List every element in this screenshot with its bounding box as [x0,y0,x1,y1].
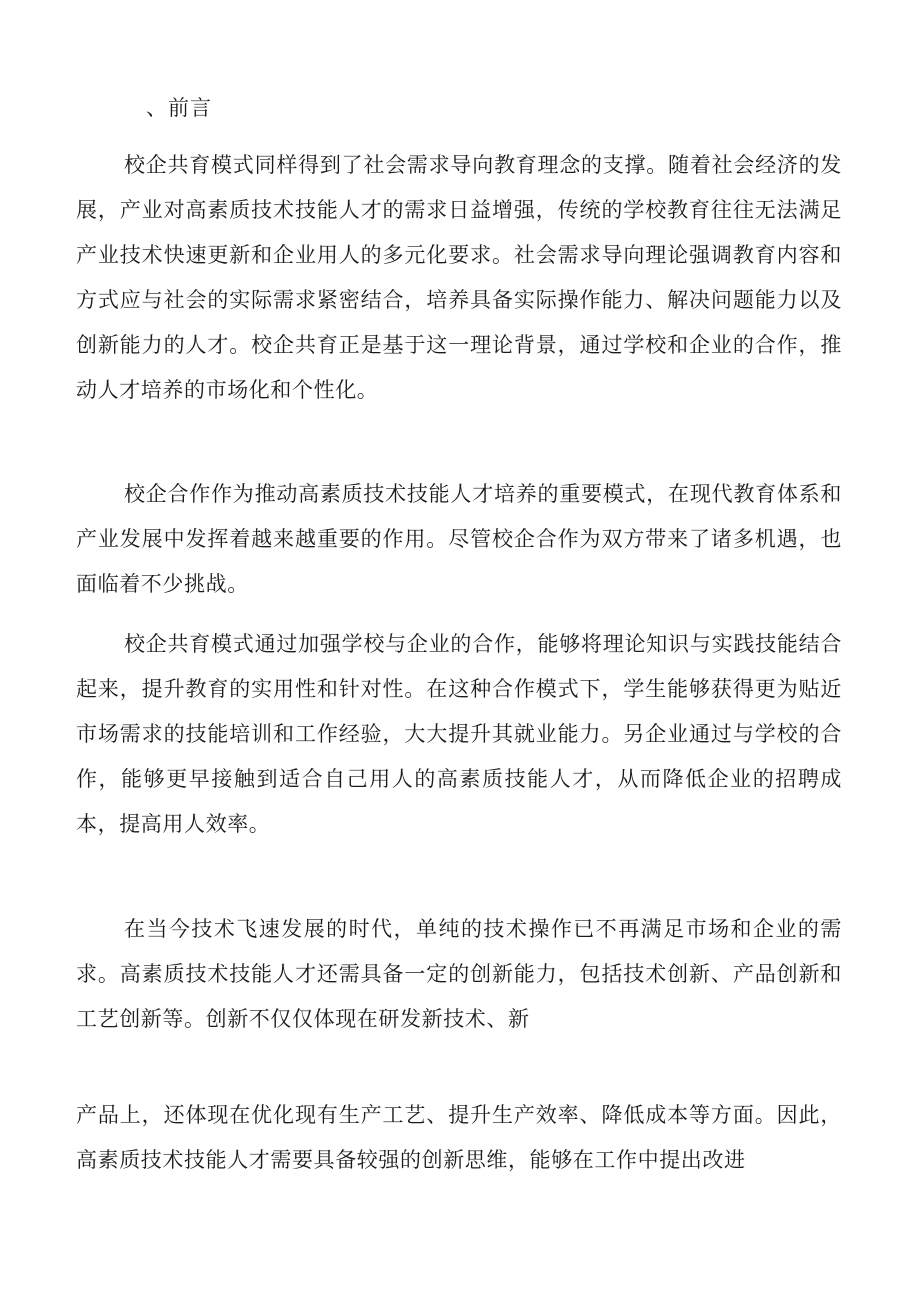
paragraph-1: 校企共育模式同样得到了社会需求导向教育理念的支撑。随着社会经济的发展，产业对高素质技术技能人才的需求日益增强，传统的学校教育往往无法满足产业技术快速更新和企业用人的多元化要求。社会需求导向理论强调教育内容和方式应与社会的实际需求紧密结合，培养具备实际操作能力、解决问题能力以及创新能力的人才。校企共育正是基于这一理论背景，通过学校和企业的合作，推动人才培养的市场化和个性化。 [76,153,842,402]
paragraph-3: 校企共育模式通过加强学校与企业的合作，能够将理论知识与实践技能结合起来，提升教育的实用性和针对性。在这种合作模式下，学生能够获得更为贴近市场需求的技能培训和工作经验，大大提升其就业能力。另企业通过与学校的合作，能够更早接触到适合自己用人的高素质技能人才，从而降低企业的招聘成本，提高用人效率。 [76,632,842,836]
paragraph-2: 校企合作作为推动高素质技术技能人才培养的重要模式，在现代教育体系和产业发展中发挥着越来越重要的作用。尽管校企合作为双方带来了诸多机遇，也面临着不少挑战。 [76,482,842,596]
paragraph-5: 产品上，还体现在优化现有生产工艺、提升生产效率、降低成本等方面。因此，高素质技术技能人才需要具备较强的创新思维，能够在工作中提出改进 [76,1103,842,1172]
section-heading: 、前言 [146,96,212,120]
paragraph-4: 在当今技术飞速发展的时代，单纯的技术操作已不再满足市场和企业的需求。高素质技术技能人才还需具备一定的创新能力，包括技术创新、产品创新和工艺创新等。创新不仅仅体现在研发新技术、新 [76,917,842,1031]
